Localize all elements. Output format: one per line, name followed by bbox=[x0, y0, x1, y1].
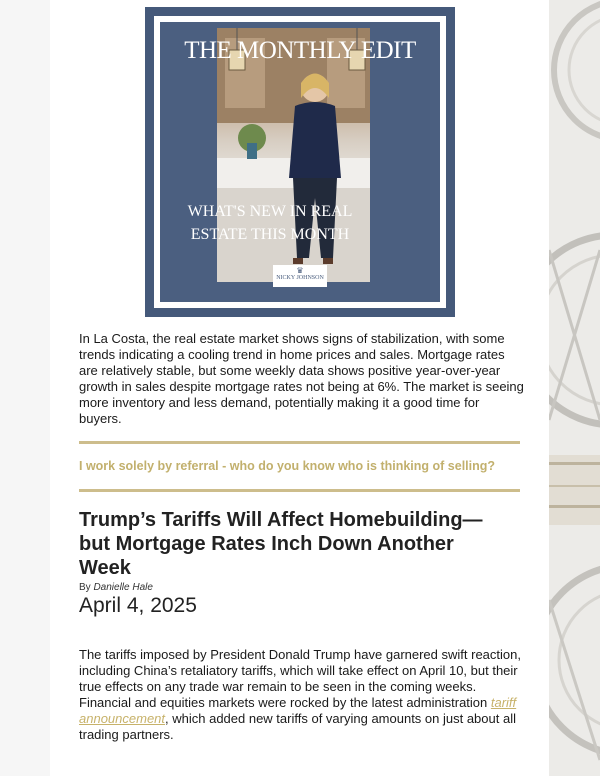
brand-logo bbox=[273, 265, 327, 287]
paragraph-2-tail: , which added new tariffs of varying amounts on just about all trading partners. bbox=[79, 711, 516, 742]
left-margin bbox=[0, 0, 50, 776]
ornament-pattern bbox=[549, 0, 600, 776]
cover-image bbox=[145, 7, 455, 317]
newsletter-content bbox=[50, 0, 549, 776]
article-paragraph-2 bbox=[79, 695, 524, 743]
paragraph-2-lead: Financial and equities markets were rocked by the latest administration bbox=[79, 695, 491, 710]
cover-subtitle-line2: ESTATE THIS MONTH bbox=[190, 226, 350, 243]
crown-icon: ♛ bbox=[296, 266, 304, 275]
article-paragraph-1: The tariffs imposed by President Donald Trump have garnered swift reaction, including China’s retaliatory tariffs, which will take effect on April 10, but their true effects on any trade war remain to be seen in the coming weeks. bbox=[79, 647, 521, 694]
article-date: April 4, 2025 bbox=[79, 594, 197, 617]
market-intro-text: In La Costa, the real estate market shows signs of stabilization, with some trends indicating a cooling trend in home prices and sales. Mortgage rates are relatively stable, but some weekly data shows positive year-over-year growth in sales despite mortgage rates not being at 6%. The market is seeing more inventory and less demand, potentially making it a good time for buyers. bbox=[79, 331, 524, 426]
article-body bbox=[79, 647, 524, 743]
article-byline bbox=[79, 582, 153, 593]
tariff-announcement-link[interactable]: tariff announcement bbox=[79, 695, 517, 726]
decorative-background bbox=[549, 0, 600, 776]
byline-prefix: By bbox=[79, 582, 94, 593]
cover-title: THE MONTHLY EDIT bbox=[184, 37, 416, 64]
divider-bottom bbox=[79, 489, 520, 492]
brand-logo-text: NICKY JOHNSON bbox=[276, 275, 324, 281]
author-name: Danielle Hale bbox=[93, 582, 153, 593]
cover-subtitle-line1: WHAT'S NEW IN REAL bbox=[187, 203, 353, 220]
article-headline: Trump’s Tariffs Will Affect Homebuilding—but Mortgage Rates Inch Down Another Week bbox=[79, 509, 483, 579]
divider-top bbox=[79, 441, 520, 444]
cover-subtitle bbox=[170, 200, 370, 246]
referral-message: I work solely by referral - who do you know who is thinking of selling? bbox=[79, 459, 496, 473]
